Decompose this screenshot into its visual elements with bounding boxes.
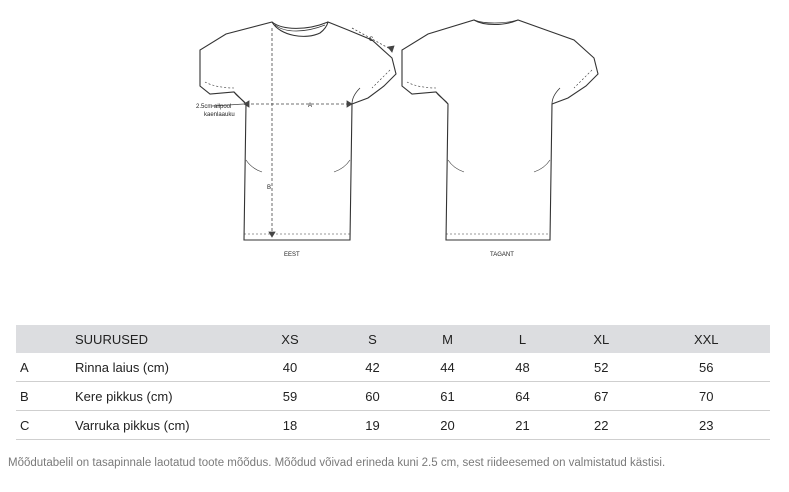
measurement-footnote: Mõõdutabelil on tasapinnale laotatud toote mõõdus. Mõõdud võivad erineda kuni 2.5 cm, sest riideesemed on valmistatud kästisi. [8,457,666,469]
cell-value: 18 [282,417,298,433]
header-title: SUURUSED [75,331,148,347]
front-shirt-illustration [200,22,396,240]
back-shirt-illustration [402,20,598,240]
table-row [16,411,770,440]
cell-value: 56 [699,359,714,375]
header-size-m: M [442,331,453,347]
cell-value: 21 [515,417,530,433]
cell-value: 20 [440,417,455,433]
row-letter: B [20,388,29,404]
armpit-note-line2: kaenlaauku [204,112,235,118]
cell-value: 42 [365,359,380,375]
header-size-xxl: XXL [693,331,719,347]
row-letter: A [20,359,29,375]
cell-value: 44 [440,359,455,375]
header-size-l: L [518,331,527,347]
cell-value: 22 [594,417,609,433]
cell-value: 67 [594,388,609,404]
front-caption: EEST [284,252,300,258]
label-a: A [308,103,313,109]
size-table-header [16,325,770,353]
header-size-s: S [368,331,377,347]
header-size-xs: XS [281,331,299,347]
cell-value: 70 [699,388,714,404]
cell-value: 61 [440,388,455,404]
cell-value: 52 [594,359,609,375]
cell-value: 60 [365,388,380,404]
armpit-note-line1: 2.5cm allpool [196,104,232,110]
cell-value: 59 [282,388,298,404]
header-letter-cell [16,325,65,353]
back-caption: TAGANT [490,252,514,258]
row-name: Kere pikkus (cm) [75,388,173,404]
table-row [16,382,770,411]
cell-value: 40 [282,359,298,375]
row-name: Varruka pikkus (cm) [75,417,190,433]
cell-value: 48 [515,359,530,375]
table-row [16,353,770,382]
header-size-xl: XL [593,331,610,347]
front-measurements [212,28,394,237]
row-name: Rinna laius (cm) [75,359,169,375]
cell-value: 19 [365,417,380,433]
label-c: C [369,37,374,43]
cell-value: 23 [699,417,714,433]
cell-value: 64 [515,388,530,404]
row-letter: C [20,417,30,433]
size-table [16,325,770,440]
label-b: B [267,185,272,191]
